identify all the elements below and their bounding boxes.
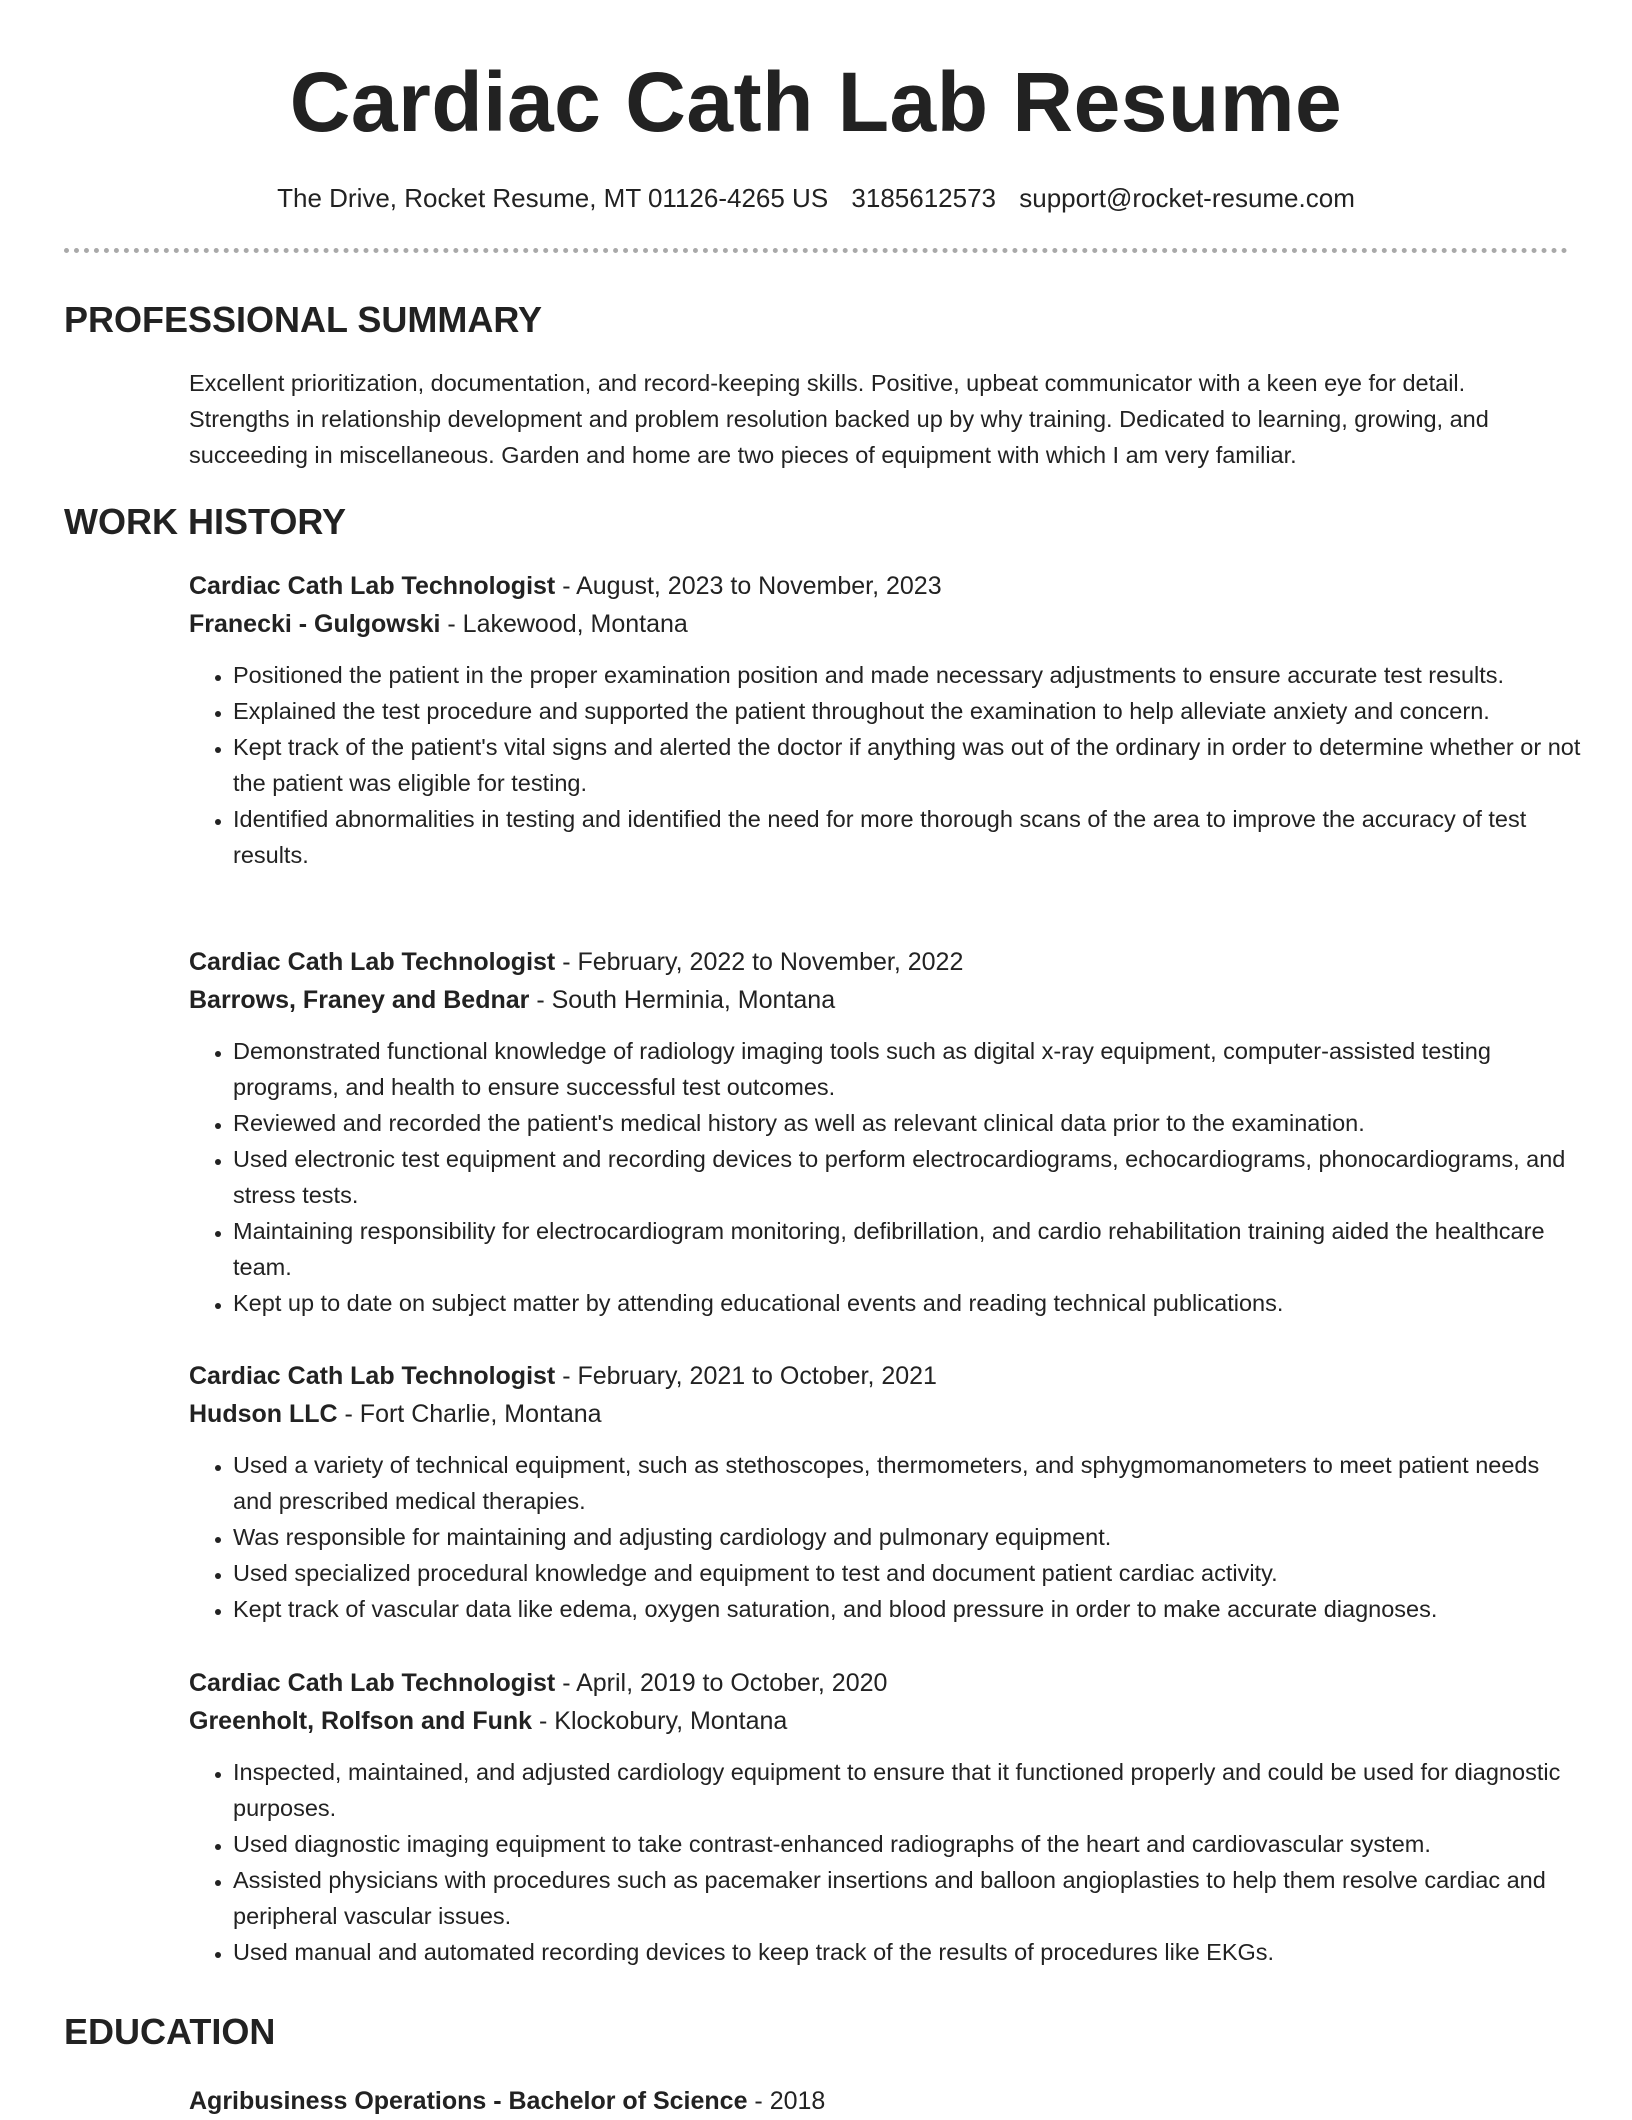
job-entry — [189, 1357, 1589, 1627]
job-title: Cardiac Cath Lab Technologist — [189, 1669, 556, 1697]
job-entry — [189, 567, 1589, 873]
job-location: - Klockobury, Montana — [532, 1707, 788, 1735]
address: The Drive, Rocket Resume, MT 01126-4265 US — [277, 183, 829, 213]
job-bullet: • Demonstrated functional knowledge of radiology imaging tools such as digital x-ray equipment, computer-assisted testing programs, and health to ensure successful test outcomes. — [233, 1033, 1583, 1105]
job-bullet: • Explained the test procedure and supported the patient throughout the examination to help alleviate anxiety and concern. — [233, 693, 1583, 729]
job-bullet: • Used diagnostic imaging equipment to take contrast-enhanced radiographs of the heart and cardiovascular system. — [233, 1826, 1583, 1862]
education-entry — [189, 2082, 1589, 2120]
job-title: Cardiac Cath Lab Technologist — [189, 1362, 556, 1390]
job-location: - Lakewood, Montana — [440, 610, 688, 638]
job-bullet: • Used a variety of technical equipment, such as stethoscopes, thermometers, and sphygmomanometers to meet patient needs and prescribed medical therapies. — [233, 1447, 1583, 1519]
degree-year: - 2018 — [747, 2087, 826, 2115]
summary-heading: PROFESSIONAL SUMMARY — [64, 299, 543, 340]
job-bullet: • Inspected, maintained, and adjusted cardiology equipment to ensure that it functioned properly and could be used for diagnostic purposes. — [233, 1754, 1583, 1826]
contact-line — [0, 180, 1632, 216]
job-location: - Fort Charlie, Montana — [337, 1400, 602, 1428]
degree: Agribusiness Operations - Bachelor of Science — [189, 2087, 748, 2115]
job-company-line — [189, 1702, 1589, 1740]
job-bullet: • Was responsible for maintaining and adjusting cardiology and pulmonary equipment. — [233, 1519, 1583, 1555]
degree-line — [189, 2082, 1589, 2120]
phone: 3185612573 — [851, 183, 997, 213]
job-entry — [189, 943, 1589, 1321]
job-bullet: • Kept track of vascular data like edema, oxygen saturation, and blood pressure in order to make accurate diagnoses. — [233, 1591, 1583, 1627]
resume-title: Cardiac Cath Lab Resume — [289, 55, 1343, 149]
dotted-divider — [64, 248, 1568, 253]
job-bullet: • Reviewed and recorded the patient's medical history as well as relevant clinical data prior to the examination. — [233, 1105, 1583, 1141]
job-bullets — [189, 1033, 1589, 1321]
job-bullets — [189, 657, 1589, 873]
job-company: Hudson LLC — [189, 1400, 338, 1428]
job-bullet: • Positioned the patient in the proper examination position and made necessary adjustments to ensure accurate test results. — [233, 657, 1583, 693]
job-company: Franecki - Gulgowski — [189, 610, 441, 638]
job-company: Greenholt, Rolfson and Funk — [189, 1707, 533, 1735]
job-company-line — [189, 981, 1589, 1019]
education-heading: EDUCATION — [64, 2011, 276, 2052]
job-title-line — [189, 1664, 1589, 1702]
job-dates: - August, 2023 to November, 2023 — [555, 572, 942, 600]
job-bullet: • Used electronic test equipment and recording devices to perform electrocardiograms, echocardiograms, phonocardiograms, and stress tests. — [233, 1141, 1583, 1213]
job-bullet: • Used manual and automated recording devices to keep track of the results of procedures like EKGs. — [233, 1934, 1583, 1970]
job-bullet: • Kept up to date on subject matter by attending educational events and reading technical publications. — [233, 1285, 1583, 1321]
job-bullet: • Used specialized procedural knowledge and equipment to test and document patient cardiac activity. — [233, 1555, 1583, 1591]
job-bullet: • Identified abnormalities in testing and identified the need for more thorough scans of the area to improve the accuracy of test results. — [233, 801, 1583, 873]
job-bullet: • Assisted physicians with procedures such as pacemaker insertions and balloon angioplasties to help them resolve cardiac and peripheral vascular issues. — [233, 1862, 1583, 1934]
job-title: Cardiac Cath Lab Technologist — [189, 572, 556, 600]
job-title-line — [189, 943, 1589, 981]
job-company-line — [189, 1395, 1589, 1433]
work-history-heading: WORK HISTORY — [64, 501, 347, 542]
summary-text: Excellent prioritization, documentation, and record-keeping skills. Positive, upbeat communicator with a keen eye for detail. Strengths in relationship development and problem resolution backed up by why training. Dedicated to learning, growing, and succeeding in miscellaneous. Garden and home are two pieces of equipment with which I am very familiar. — [189, 370, 1489, 468]
job-bullet: • Kept track of the patient's vital signs and alerted the doctor if anything was out of the ordinary in order to determine whether or not the patient was eligible for testing. — [233, 729, 1583, 801]
job-location: - South Herminia, Montana — [529, 986, 836, 1014]
job-bullet: • Maintaining responsibility for electrocardiogram monitoring, defibrillation, and cardio rehabilitation training aided the healthcare team. — [233, 1213, 1583, 1285]
job-title-line — [189, 1357, 1589, 1395]
job-dates: - February, 2022 to November, 2022 — [555, 948, 964, 976]
job-title-line — [189, 567, 1589, 605]
job-entry — [189, 1664, 1589, 1970]
job-dates: - April, 2019 to October, 2020 — [555, 1669, 888, 1697]
job-bullets — [189, 1447, 1589, 1627]
email: support@rocket-resume.com — [1019, 183, 1355, 213]
job-company: Barrows, Franey and Bednar — [189, 986, 530, 1014]
job-bullets — [189, 1754, 1589, 1970]
job-title: Cardiac Cath Lab Technologist — [189, 948, 556, 976]
job-company-line — [189, 605, 1589, 643]
job-dates: - February, 2021 to October, 2021 — [555, 1362, 937, 1390]
